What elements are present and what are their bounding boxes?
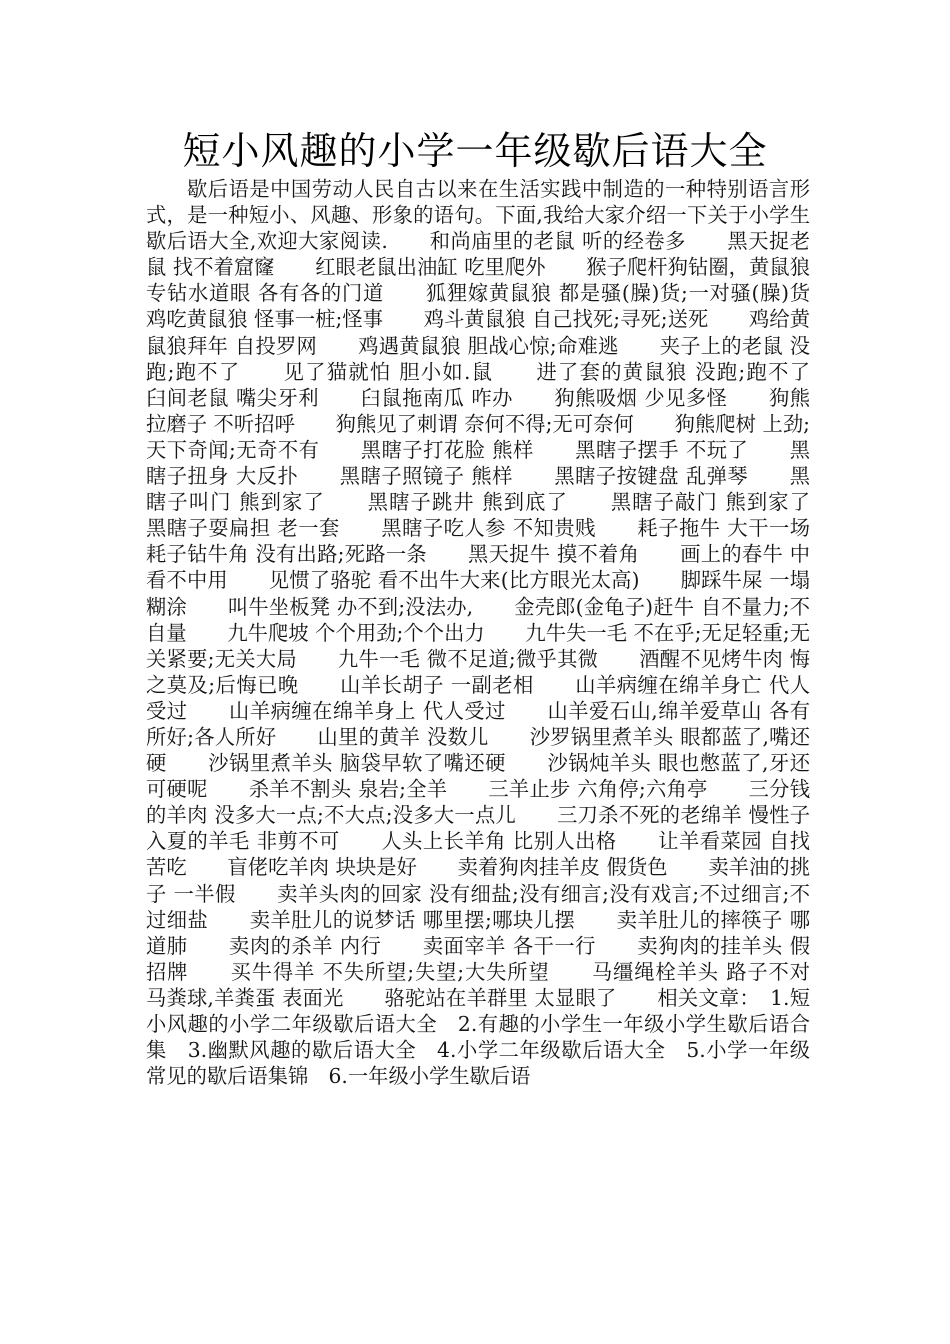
document-title: 短小风趣的小学一年级歇后语大全	[182, 129, 768, 173]
document-body: 歇后语是中国劳动人民自古以来在生活实践中制造的一种特别语言形式，是一种短小、风趣、形象的语句。下面,我给大家介绍一下关于小学生歇后语大全,欢迎大家阅读. 和尚庙里的老鼠 听的经卷多 黑天捉老鼠 找不着窟窿 红眼老鼠出油缸 吃里爬外 猴子爬杆狗钻圈，黄鼠狼专钻水道眼 各有各的门道 狐狸嫁黄鼠狼 都是骚(臊)货;一对骚(臊)货 鸡吃黄鼠狼 怪事一桩;怪事 鸡斗黄鼠狼 自己找死;寻死;送死 鸡给黄鼠狼拜年 自投罗网 鸡遇黄鼠狼 胆战心惊;命难逃 夹子上的老鼠 没跑;跑不了 见了猫就怕 胆小如.鼠 进了套的黄鼠狼 没跑;跑不了 臼间老鼠 嘴尖牙利 臼鼠拖南瓜 咋办 狗熊吸烟 少见多怪 狗熊拉磨子 不听招呼 狗熊见了刺谓 奈何不得;无可奈何 狗熊爬树 上劲;天下奇闻;无奇不有 黑瞎子打花脸 熊样 黑瞎子摆手 不玩了 黑瞎子扭身 大反扑 黑瞎子照镜子 熊样 黑瞎子按键盘 乱弹琴 黑瞎子叫门 熊到家了 黑瞎子跳井 熊到底了 黑瞎子敲门 熊到家了 黑瞎子耍扁担 老一套 黑瞎子吃人参 不知贵贱 耗子拖牛 大干一场 耗子钻牛角 没有出路;死路一条 黑天捉牛 摸不着角 画上的春牛 中看不中用 见惯了骆驼 看不出牛大来(比方眼光太高) 脚踩牛屎 一塌糊涂 叫牛坐板凳 办不到;没法办, 金壳郎(金龟子)赶牛 自不量力;不自量 九牛爬坡 个个用劲;个个出力 九牛失一毛 不在乎;无足轻重;无关紧要;无关大局 九牛一毛 微不足道;微乎其微 酒醒不见烤牛肉 悔之莫及;后悔已晚 山羊长胡子 一副老相 山羊病缠在绵羊身亡 代人受过 山羊病缠在绵羊身上 代人受过 山羊爱石山,绵羊爱草山 各有所好;各人所好 山里的黄羊 没数儿 沙罗锅里煮羊头 眼都蓝了,嘴还硬 沙锅里煮羊头 脑袋早软了嘴还硬 沙锅炖羊头 眼也憋蓝了,牙还可硬呢 杀羊不割头 泉岩;全羊 三羊止步 六角停;六角亭 三分钱的羊肉 没多大一点;不大点;没多大一点儿 三刀杀不死的老绵羊 慢性子 入夏的羊毛 非剪不可 人头上长羊角 比别人出格 让羊看菜园 自找苦吃 盲佬吃羊肉 块块是好 卖着狗肉挂羊皮 假货色 卖羊油的挑子 一半假 卖羊头肉的回家 没有细盐;没有细言;没有戏言;不过细言;不过细盐 卖羊肚儿的说梦话 哪里摆;哪块儿摆 卖羊肚儿的摔筷子 哪道肺 卖肉的杀羊 内行 卖面宰羊 各干一行 卖狗肉的挂羊头 假招牌 买牛得羊 不失所望;失望;大失所望 马缰绳栓羊头 路子不对 马粪球,羊粪蛋 表面光 骆驼站在羊群里 太显眼了 相关文章： 1.短小风趣的小学二年级歇后语大全 2.有趣的小学生一年级小学生歇后语合集 3.幽默风趣的歇后语大全 4.小学二年级歇后语大全 5.小学一年级常见的歇后语集锦 6.一年级小学生歇后语	[146, 177, 851, 1089]
